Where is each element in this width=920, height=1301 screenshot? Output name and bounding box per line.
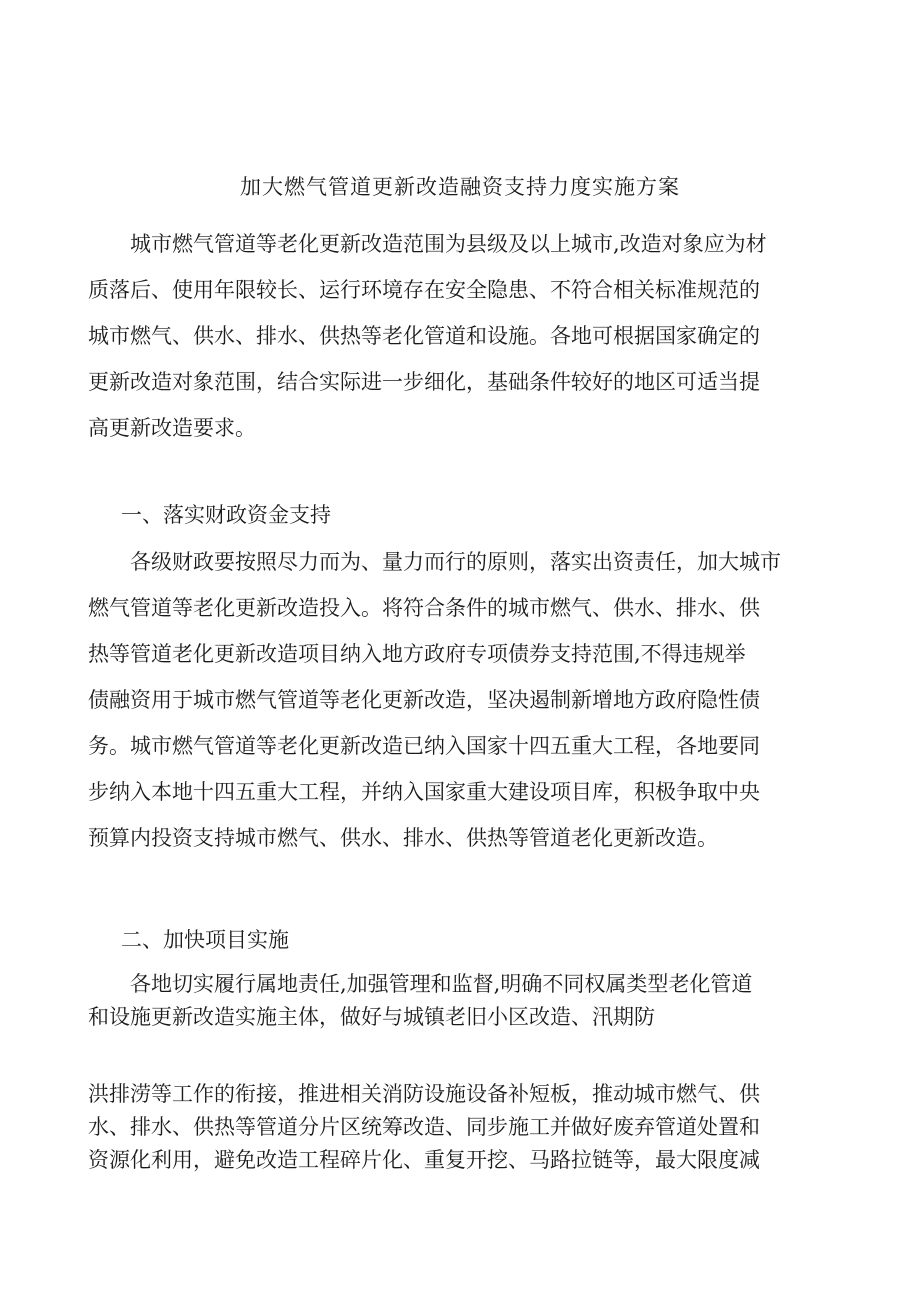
document-title: 加大燃气管道更新改造融资支持力度实施方案	[240, 175, 680, 199]
section2-paragraph-b	[88, 1078, 842, 1177]
section-heading-1: 一、落实财政资金支持	[121, 503, 331, 527]
intro-paragraph	[88, 221, 842, 451]
paragraph-line: 洪排涝等工作的衔接，推进相关消防设施设备补短板，推动城市燃气、供	[88, 1082, 760, 1106]
paragraph-line: 燃气管道等老化更新改造投入。将符合条件的城市燃气、供水、排水、供	[88, 596, 760, 620]
paragraph-line: 水、排水、供热等管道分片区统筹改造、同步施工并做好废弃管道处置和	[88, 1115, 760, 1139]
section-heading-2: 二、加快项目实施	[121, 928, 289, 952]
paragraph-line: 更新改造对象范围，结合实际进一步细化，基础条件较好的地区可适当提	[88, 370, 760, 394]
paragraph-line: 务。城市燃气管道等老化更新改造已纳入国家十四五重大工程，各地要同	[88, 734, 760, 758]
paragraph-line: 预算内投资支持城市燃气、供水、排水、供热等管道老化更新改造。	[88, 826, 718, 850]
paragraph-line: 债融资用于城市燃气管道等老化更新改造，坚决遏制新增地方政府隐性债	[88, 688, 760, 712]
section2-paragraph-a	[88, 968, 842, 1034]
paragraph-line: 步纳入本地十四五重大工程，并纳入国家重大建设项目库，积极争取中央	[88, 780, 760, 804]
paragraph-line: 高更新改造要求。	[88, 416, 256, 440]
paragraph-line: 和设施更新改造实施主体，做好与城镇老旧小区改造、汛期防	[88, 1005, 655, 1029]
paragraph-line: 资源化利用，避免改造工程碎片化、重复开挖、马路拉链等，最大限度减	[88, 1148, 760, 1172]
paragraph-line: 城市燃气管道等老化更新改造范围为县级及以上城市,改造对象应为材	[88, 232, 767, 256]
paragraph-line: 各地切实履行属地责任,加强管理和监督,明确不同权属类型老化管道	[88, 972, 753, 996]
paragraph-line: 各级财政要按照尽力而为、量力而行的原则，落实出资责任，加大城市	[88, 550, 781, 574]
paragraph-line: 质落后、使用年限较长、运行环境存在安全隐患、不符合相关标准规范的	[88, 278, 760, 302]
paragraph-line: 城市燃气、供水、排水、供热等老化管道和设施。各地可根据国家确定的	[88, 324, 760, 348]
section1-paragraph	[88, 539, 842, 861]
paragraph-line: 热等管道老化更新改造项目纳入地方政府专项债券支持范围,不得违规举	[88, 642, 746, 666]
